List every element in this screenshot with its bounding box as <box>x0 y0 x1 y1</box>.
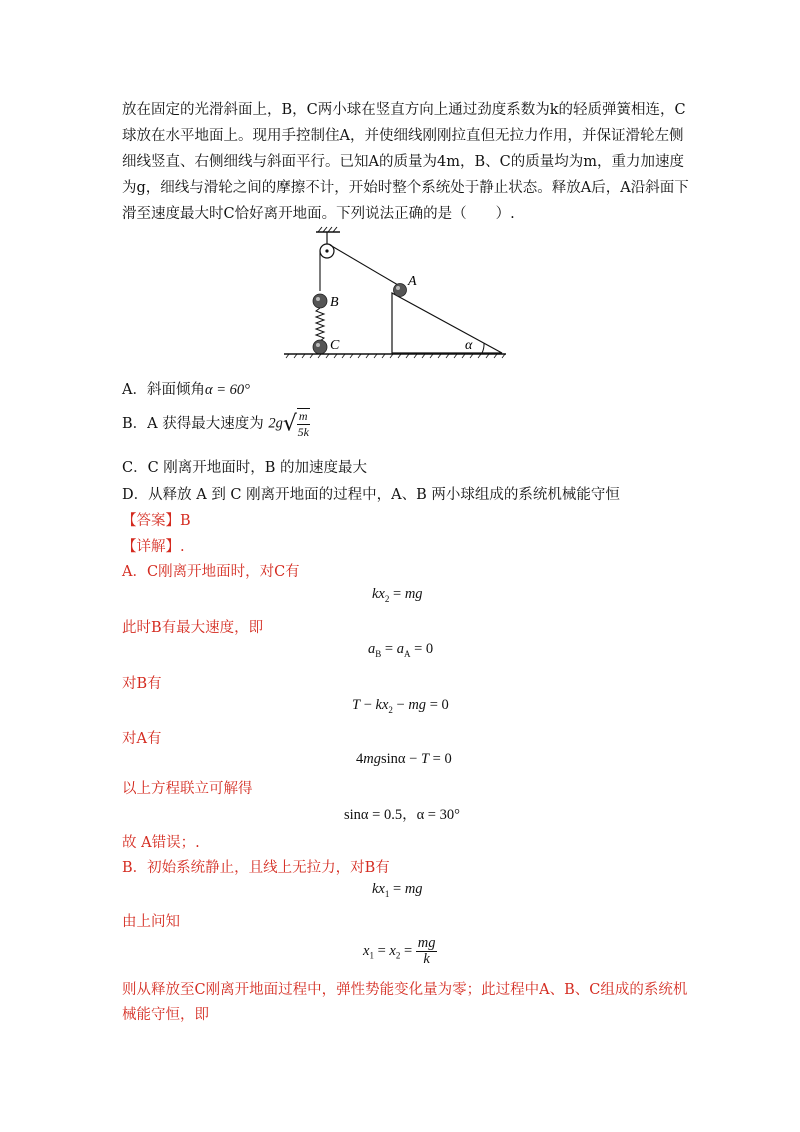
question-line-5: 滑至速度最大时C恰好离开地面。下列说法正确的是（ ）. <box>122 206 515 222</box>
solution-step-9: 则从释放至C刚离开地面过程中，弹性势能变化量为零；此过程中A、B、C组成的系统机 <box>122 982 688 998</box>
equation-5: sinα = 0.5，α = 30° <box>344 807 460 823</box>
incline <box>392 293 502 353</box>
option-b-coef: 2g <box>268 415 283 432</box>
label-a: A <box>408 274 417 289</box>
ball-c <box>313 340 327 354</box>
question-line-3: 细线竖直、右侧细线与斜面平行。已知A的质量为4m，B、C的质量均为m，重力加速度 <box>122 154 684 170</box>
solution-step-6: 故 A错误；. <box>122 835 200 851</box>
option-b-fraction: $\frac{m}{5k}$ <box>297 409 309 439</box>
ball-a <box>394 284 407 297</box>
ground <box>284 354 506 358</box>
question-line-2: 球放在水平地面上。现用手控制住A，并使细线刚刚拉直但无拉力作用，并保证滑轮左侧 <box>122 128 684 144</box>
label-c: C <box>330 338 340 353</box>
solution-step-1: A．C刚离开地面时，对C有 <box>122 564 300 580</box>
option-a-math: α = 60° <box>204 382 250 398</box>
ball-b <box>313 294 327 308</box>
solution-step-10: 械能守恒，即 <box>122 1007 209 1023</box>
detail-title: 【详解】. <box>122 539 185 555</box>
solution-step-2: 此时B有最大速度，即 <box>122 620 264 636</box>
answer: 【答案】B <box>122 513 191 529</box>
solution-step-3: 对B有 <box>122 676 162 692</box>
string-incline <box>330 245 398 285</box>
solution-step-5: 以上方程联立可解得 <box>122 781 253 797</box>
equation-7: $x_1 = x_2$ = $\frac{mg}{k}$ <box>363 935 436 967</box>
equation-6: $kx_1$ = mg <box>372 881 423 899</box>
ceiling-mount <box>316 227 340 244</box>
option-b: B．A 获得最大速度为 2g√ $\frac{m}{5k}$ <box>122 409 309 439</box>
option-c: C．C 刚离开地面时，B 的加速度最大 <box>122 460 368 476</box>
question-line-4: 为g，细线与滑轮之间的摩擦不计，开始时整个系统处于静止状态。释放A后，A沿斜面下 <box>122 180 689 196</box>
solution-step-7: B．初始系统静止，且线上无拉力，对B有 <box>122 860 390 876</box>
option-a: A．斜面倾角α = 60° <box>122 382 250 398</box>
question-line-1: 放在固定的光滑斜面上，B，C两小球在竖直方向上通过劲度系数为k的轻质弹簧相连，C <box>122 102 686 118</box>
label-alpha: α <box>465 338 473 353</box>
solution-step-8: 由上问知 <box>122 914 180 930</box>
spring <box>316 308 324 341</box>
equation-1: $kx_2$ = mg <box>372 586 423 604</box>
solution-step-4: 对A有 <box>122 731 162 747</box>
label-b: B <box>330 295 339 310</box>
physics-diagram <box>280 225 530 370</box>
equation-4: 4mgsinα − T = 0 <box>356 751 452 767</box>
equation-2: $a_B = a_A = 0$ <box>368 641 434 659</box>
equation-3: $T - kx_2$ − mg = 0 <box>352 697 449 715</box>
option-d: D．从释放 A 到 C 刚离开地面的过程中，A、B 两小球组成的系统机械能守恒 <box>122 487 620 503</box>
